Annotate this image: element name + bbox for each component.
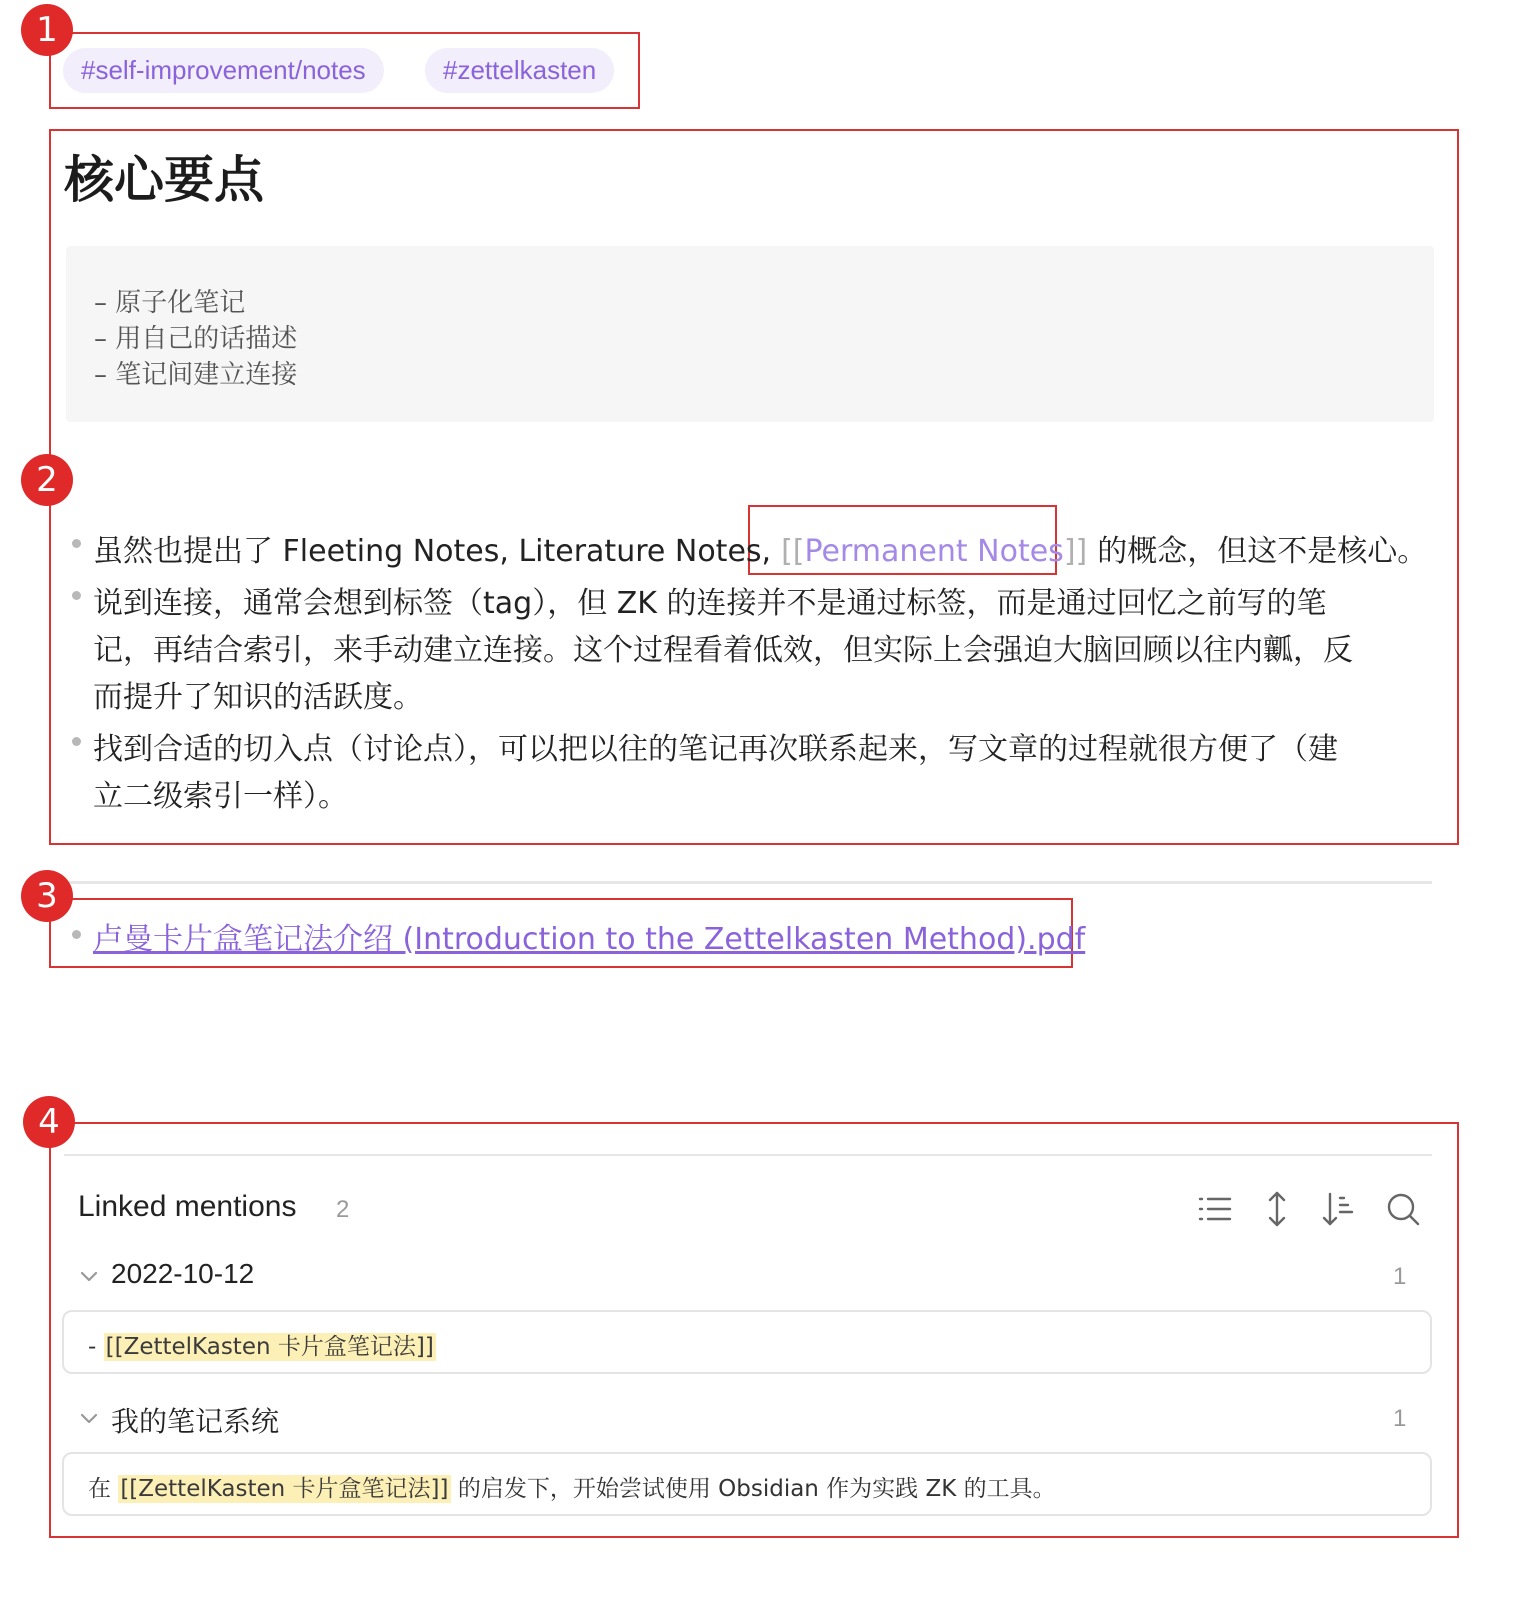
- bullet-text-2-line-2: 记，再结合索引，来手动建立连接。这个过程看着低效，但实际上会强迫大脑回顾以往内瓤，反: [93, 633, 1353, 668]
- bullet-point: [72, 737, 81, 746]
- bullet-point: [72, 930, 81, 939]
- bullet-point: [72, 591, 81, 600]
- mention-highlight[interactable]: [[ZettelKasten 卡片盒笔记法]]: [120, 1476, 449, 1502]
- link-open-brackets: [[: [781, 534, 805, 569]
- mention-highlight[interactable]: [[ZettelKasten 卡片盒笔记法]]: [105, 1334, 434, 1360]
- linked-mentions-count: 2: [336, 1196, 350, 1223]
- bullet-text-2-line-3: 而提升了知识的活跃度。: [93, 680, 423, 715]
- mention-group-title[interactable]: 2022-10-12: [111, 1258, 255, 1289]
- linked-mentions-divider: [64, 1154, 1432, 1156]
- code-line: – 原子化笔记: [94, 288, 246, 318]
- permanent-notes-link[interactable]: [781, 534, 1087, 569]
- annotation-badge-3: 3: [21, 870, 73, 922]
- attachment-pdf-link[interactable]: 卢曼卡片盒笔记法介绍 (Introduction to the Zettelkasten Method).pdf: [93, 922, 1086, 957]
- tag-self-improvement-notes[interactable]: #self-improvement/notes: [63, 48, 384, 93]
- annotation-badge-4: 4: [23, 1096, 75, 1148]
- chevron-down-icon[interactable]: [78, 1265, 100, 1287]
- expand-vertical-icon[interactable]: [1258, 1190, 1296, 1228]
- code-line: – 笔记间建立连接: [94, 360, 298, 390]
- page-heading: 核心要点: [64, 151, 264, 209]
- annotation-badge-2: 2: [21, 454, 73, 506]
- linked-mentions-title: Linked mentions: [78, 1190, 297, 1223]
- mention-suffix: 的启发下，开始尝试使用 Obsidian 作为实践 ZK 的工具。: [450, 1476, 1056, 1502]
- mention-prefix: -: [88, 1334, 104, 1360]
- divider: [64, 881, 1432, 884]
- mention-group-count: 1: [1393, 1263, 1407, 1290]
- mention-snippet: [88, 1470, 1056, 1503]
- mention-card[interactable]: [62, 1452, 1432, 1516]
- mention-group-title[interactable]: 我的笔记系统: [111, 1406, 280, 1437]
- mention-snippet: [88, 1328, 436, 1361]
- mention-prefix: 在: [88, 1476, 119, 1502]
- mention-group-count: 1: [1393, 1405, 1407, 1432]
- link-label: Permanent Notes: [804, 534, 1064, 569]
- bullet-point: [72, 539, 81, 548]
- link-close-brackets: ]]: [1063, 534, 1088, 569]
- chevron-down-icon[interactable]: [78, 1407, 100, 1429]
- bullet-text-3-line-1: 找到合适的切入点（讨论点），可以把以往的笔记再次联系起来，写文章的过程就很方便了（建: [93, 732, 1338, 767]
- code-block[interactable]: [66, 246, 1434, 422]
- annotation-badge-1: 1: [21, 4, 73, 56]
- mention-card[interactable]: [62, 1310, 1432, 1374]
- bullet-text-1: [93, 526, 1427, 570]
- bullet-1-suffix: 的概念，但这不是核心。: [1097, 534, 1428, 569]
- code-line: – 用自己的话描述: [94, 324, 298, 354]
- tag-zettelkasten[interactable]: #zettelkasten: [425, 48, 614, 93]
- bullet-text-3-line-2: 立二级索引一样）。: [93, 779, 348, 814]
- sort-icon[interactable]: [1320, 1190, 1358, 1228]
- bullet-1-prefix: 虽然也提出了 Fleeting Notes, Literature Notes,: [93, 534, 772, 569]
- bullet-text-2-line-1: 说到连接，通常会想到标签（tag），但 ZK 的连接并不是通过标签，而是通过回忆之前写的笔: [93, 586, 1327, 621]
- list-icon[interactable]: [1196, 1190, 1234, 1228]
- search-icon[interactable]: [1384, 1190, 1422, 1228]
